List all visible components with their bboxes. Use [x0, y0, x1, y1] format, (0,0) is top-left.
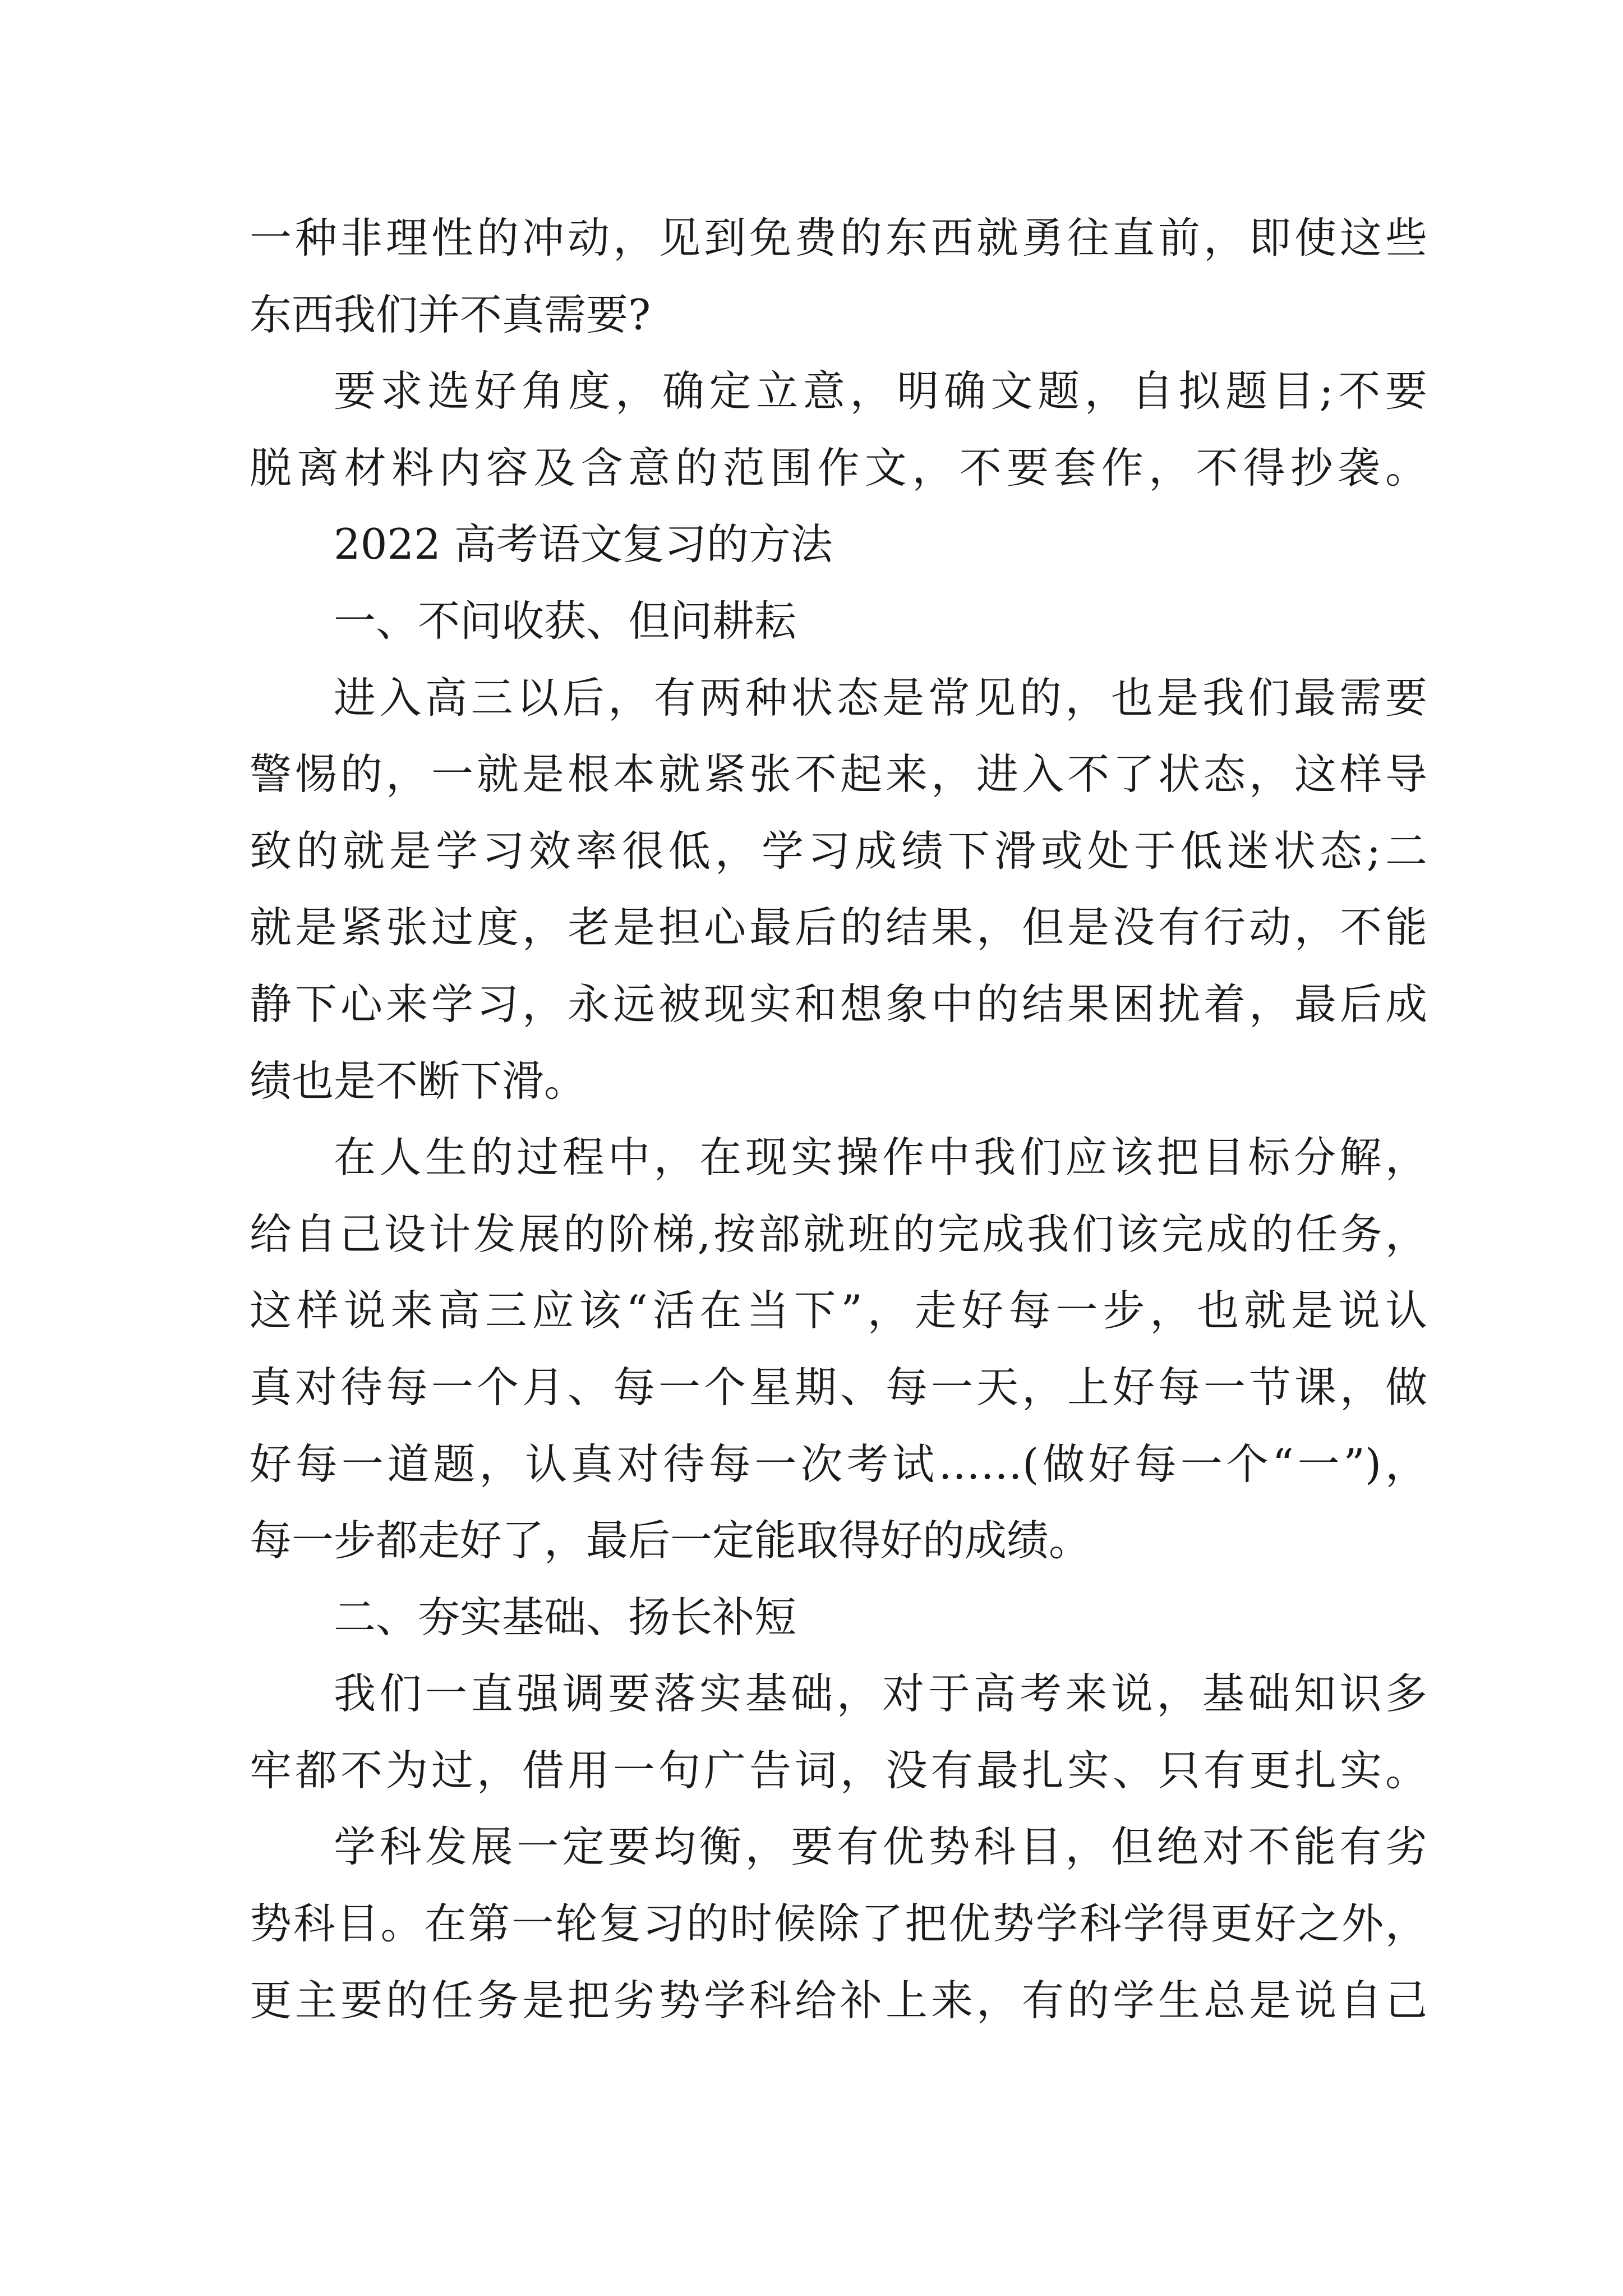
text-line: 在人生的过程中，在现实操作中我们应该把目标分解， — [334, 1133, 1427, 1182]
text-line: 学科发展一定要均衡，要有优势科目，但绝对不能有劣 — [334, 1822, 1427, 1872]
text-line: 静下心来学习，永远被现实和想象中的结果困扰着，最后成 — [250, 979, 1427, 1029]
text-line: 致的就是学习效率很低，学习成绩下滑或处于低迷状态;二 — [250, 826, 1427, 876]
text-line: 就是紧张过度，老是担心最后的结果，但是没有行动，不能 — [250, 903, 1427, 953]
text-line: 一、不问收获、但问耕耘 — [334, 596, 797, 646]
text-line: 二、夯实基础、扬长补短 — [334, 1592, 797, 1642]
text-line: 真对待每一个月、每一个星期、每一天，上好每一节课，做 — [250, 1362, 1427, 1412]
text-line: 脱离材料内容及含意的范围作文，不要套作，不得抄袭。 — [250, 443, 1427, 493]
text-line: 进入高三以后，有两种状态是常见的，也是我们最需要 — [334, 673, 1427, 723]
text-line: 势科目。在第一轮复习的时候除了把优势学科学得更好之外， — [250, 1899, 1427, 1949]
text-line: 这样说来高三应该“活在当下”，走好每一步，也就是说认 — [250, 1286, 1427, 1336]
text-line: 好每一道题，认真对待每一次考试……(做好每一个“一”)， — [250, 1439, 1427, 1489]
text-line: 给自己设计发展的阶梯,按部就班的完成我们该完成的任务， — [250, 1209, 1427, 1259]
text-line: 要求选好角度，确定立意，明确文题，自拟题目;不要 — [334, 366, 1427, 416]
text-line: 警惕的，一就是根本就紧张不起来，进入不了状态，这样导 — [250, 749, 1427, 799]
text-line: 我们一直强调要落实基础，对于高考来说，基础知识多 — [334, 1669, 1427, 1719]
text-line: 牢都不为过，借用一句广告词，没有最扎实、只有更扎实。 — [250, 1745, 1427, 1795]
text-line: 东西我们并不真需要? — [250, 289, 651, 339]
document-body — [250, 200, 1427, 2039]
text-line: 绩也是不断下滑。 — [250, 1056, 587, 1106]
text-line: 一种非理性的冲动，见到免费的东西就勇往直前，即使这些 — [250, 213, 1427, 263]
text-line: 每一步都走好了，最后一定能取得好的成绩。 — [250, 1516, 1091, 1566]
text-line: 2022 高考语文复习的方法 — [334, 519, 833, 569]
text-line: 更主要的任务是把劣势学科给补上来，有的学生总是说自己 — [250, 1975, 1427, 2025]
